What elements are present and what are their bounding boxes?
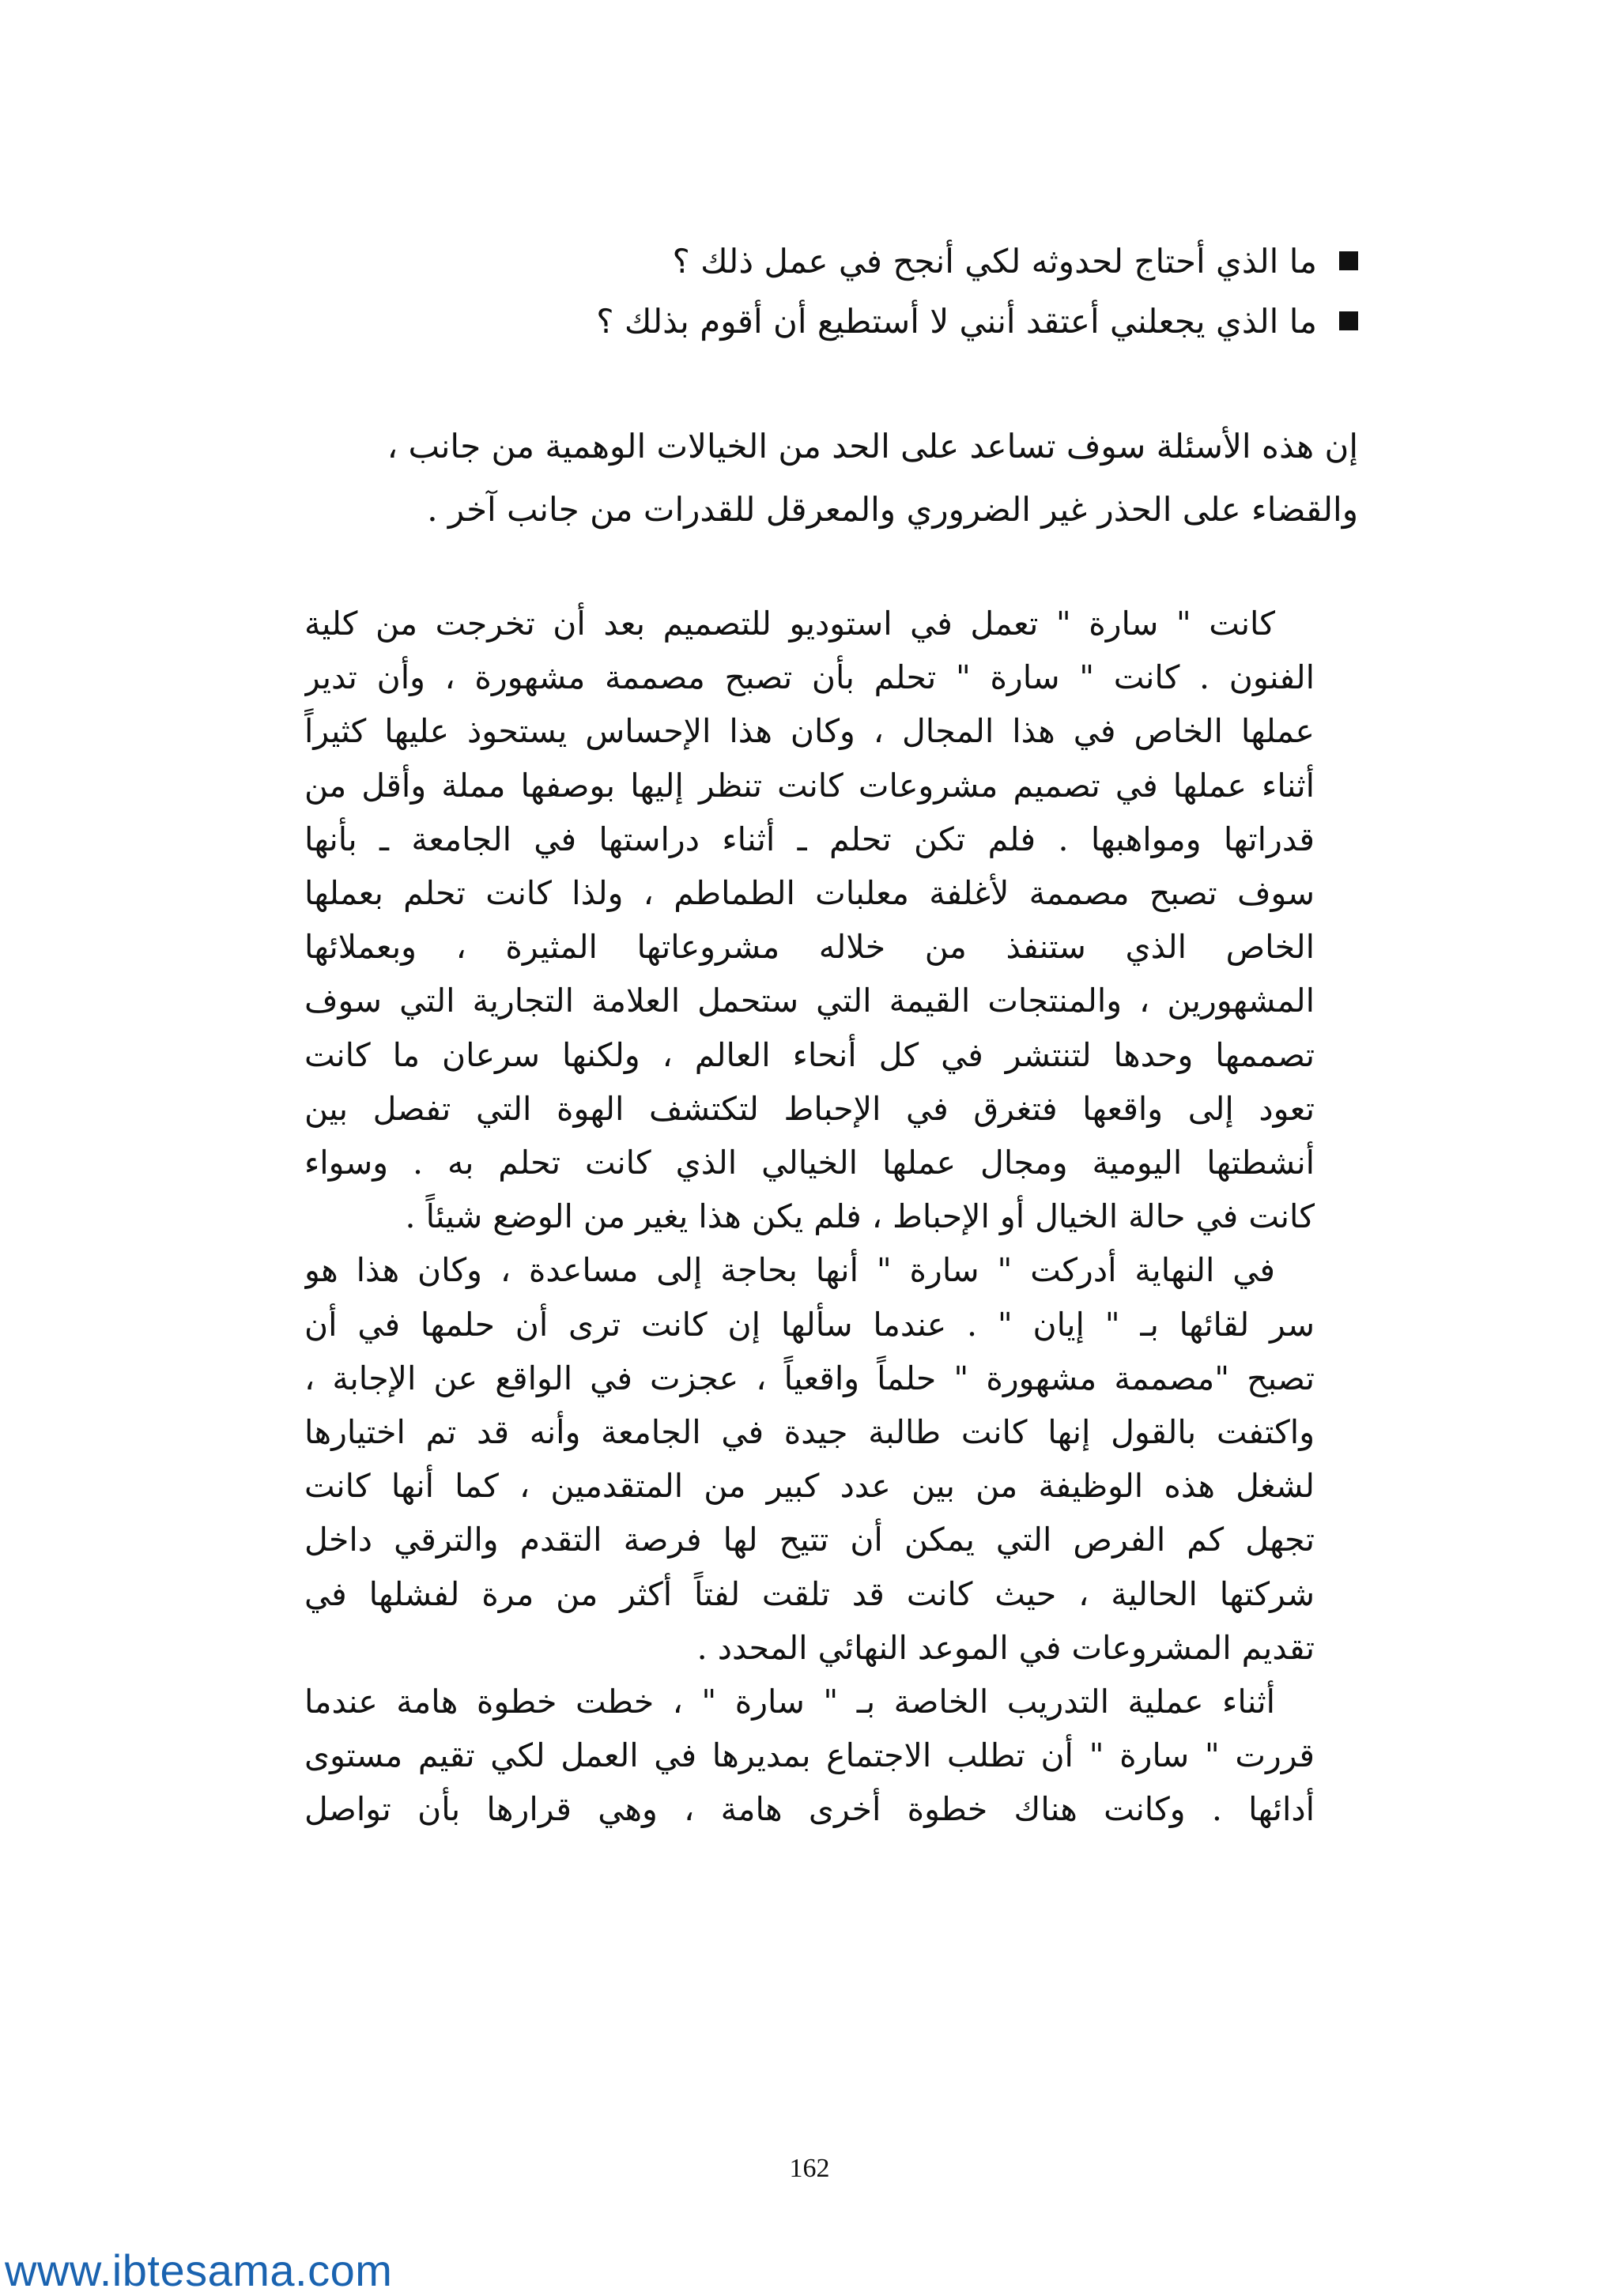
intro-paragraph [261, 415, 1358, 541]
story-text [304, 597, 1315, 1837]
bullet-list [251, 231, 1358, 351]
bullet-item [251, 291, 1358, 351]
text-line: واكتفت بالقول إنها كانت طالبة جيدة في الجامعة وأنه قد تم اختيارها [304, 1413, 1315, 1452]
text-line: سوف تصبح مصممة لأغلفة معلبات الطماطم ، ولذا كانت تحلم بعملها [304, 874, 1315, 913]
page-number: 162 [789, 2154, 830, 2183]
text-line: أنشطتها اليومية ومجال عملها الخيالي الذي كانت تحلم به . وسواء [304, 1144, 1315, 1182]
text-line: عملها الخاص في هذا المجال ، وكان هذا الإحساس يستحوذ عليها كثيراً [304, 712, 1315, 751]
text-line: أثناء عملها في تصميم مشروعات كانت تنظر إليها بوصفها مملة وأقل من [304, 766, 1315, 805]
text-line: أثناء عملية التدريب الخاصة بـ " سارة " ، خطت خطوة هامة عندما [304, 1683, 1275, 1721]
text-line: تصممها وحدها لتنتشر في كل أنحاء العالم ، ولكنها سرعان ما كانت [304, 1035, 1315, 1074]
square-bullet-icon [1339, 251, 1358, 270]
text-line: الفنون . كانت " سارة " تحلم بأن تصبح مصممة مشهورة ، وأن تدير [304, 658, 1315, 697]
watermark-url[interactable]: www.ibtesama.com [5, 2245, 393, 2295]
text-line: كانت في حالة الخيال أو الإحباط ، فلم يكن هذا يغير من الوضع شيئاً . [405, 1197, 1315, 1236]
text-line: تقديم المشروعات في الموعد النهائي المحدد . [696, 1628, 1315, 1667]
text-line: إن هذه الأسئلة سوف تساعد على الحد من الخيالات الوهمية من جانب ، [387, 427, 1358, 466]
text-line: قررت " سارة " أن تطلب الاجتماع بمديرها في العمل لكي تقيم مستوى [304, 1736, 1315, 1775]
bullet-item [251, 231, 1358, 291]
bullet-text: ما الذي يجعلني أعتقد أنني لا أستطيع أن أقوم بذلك ؟ [596, 301, 1317, 341]
bullet-text: ما الذي أحتاج لحدوثه لكي أنجح في عمل ذلك ؟ [672, 241, 1317, 281]
text-line: شركتها الحالية ، حيث كانت قد تلقت لفتاً أكثر من مرة لفشلها في [304, 1574, 1315, 1613]
text-line: لشغل هذه الوظيفة من بين عدد كبير من المتقدمين ، كما أنها كانت [304, 1467, 1315, 1506]
text-line: تعود إلى واقعها فتغرق في الإحباط لتكتشف الهوة التي تفصل بين [304, 1089, 1315, 1128]
text-line: المشهورين ، والمنتجات القيمة التي ستحمل العلامة التجارية التي سوف [304, 982, 1315, 1020]
text-line: كانت " سارة " تعمل في استوديو للتصميم بعد أن تخرجت من كلية [304, 605, 1275, 643]
text-line: قدراتها ومواهبها . فلم تكن تحلم ـ أثناء دراستها في الجامعة ـ بأنها [304, 820, 1315, 858]
square-bullet-icon [1339, 311, 1358, 330]
text-line: والقضاء على الحذر غير الضروري والمعرقل للقدرات من جانب آخر . [427, 490, 1358, 529]
text-line: تجهل كم الفرص التي يمكن أن تتيح لها فرصة التقدم والترقي داخل [304, 1521, 1315, 1559]
text-line: أدائها . وكانت هناك خطوة أخرى هامة ، وهي قرارها بأن تواصل [304, 1790, 1315, 1829]
text-line: سر لقائها بـ " إيان " . عندما سألها إن كانت ترى أن حلمها في أن [304, 1305, 1315, 1344]
text-line: الخاص الذي ستنفذ من خلاله مشروعاتها المثيرة ، وبعملائها [304, 928, 1315, 967]
text-line: تصبح "مصممة مشهورة " حلماً واقعياً ، عجزت في الواقع عن الإجابة ، [304, 1359, 1315, 1397]
text-line: في النهاية أدركت " سارة " أنها بحاجة إلى مساعدة ، وكان هذا هو [304, 1251, 1275, 1290]
